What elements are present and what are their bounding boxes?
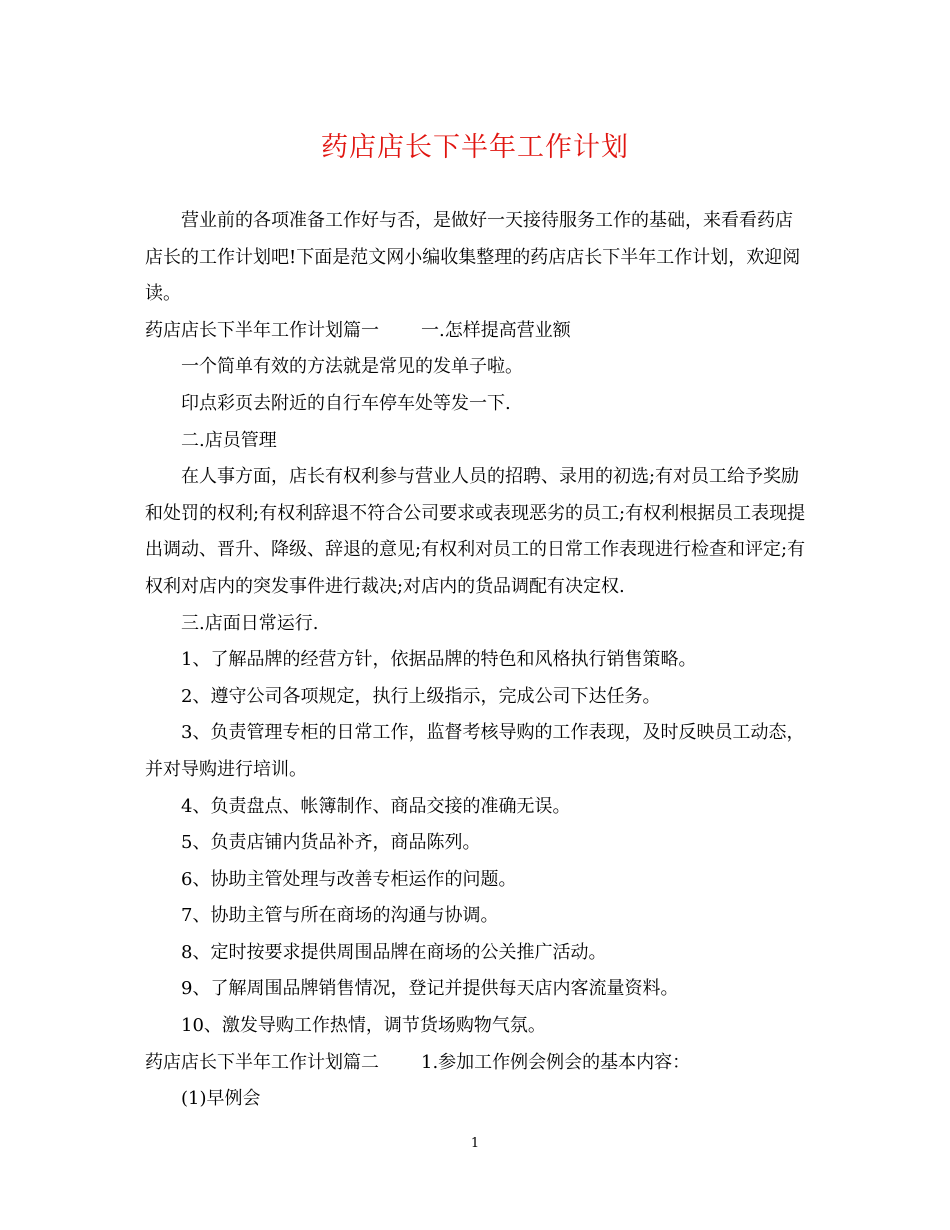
section-one-line	[145, 313, 810, 350]
heading-staff-management: 二.店员管理	[181, 429, 277, 451]
paragraph-print-pages: 印点彩页去附近的自行车停车处等发一下.	[181, 392, 511, 414]
page-number: 1	[470, 1136, 480, 1151]
list-item: 7、协助主管与所在商场的沟通与协调。	[181, 905, 499, 927]
list-item: 6、协助主管处理与改善专柜运作的问题。	[181, 868, 517, 890]
paragraph-flyers: 一个简单有效的方法就是常见的发单子啦。	[181, 356, 523, 378]
document-title: 药店店长下半年工作计划	[321, 132, 629, 163]
section-two-line	[145, 1045, 810, 1082]
list-item: 8、定时按要求提供周围品牌在商场的公关推广活动。	[181, 941, 607, 963]
intro-paragraph: 营业前的各项准备工作好与否，是做好一天接待服务工作的基础，来看看药店店长的工作计划吧!下面是范文网小编收集整理的药店店长下半年工作计划，欢迎阅读。	[145, 210, 801, 305]
section-one-label: 药店店长下半年工作计划篇一	[145, 319, 379, 341]
list-item: 2、遵守公司各项规定，执行上级指示，完成公司下达任务。	[181, 685, 661, 707]
list-item: 5、负责店铺内货品补齐，商品陈列。	[181, 832, 481, 854]
list-item: 10、激发导购工作热情，调节货场购物气氛。	[181, 1015, 546, 1037]
paragraph-personnel: 在人事方面，店长有权利参与营业人员的招聘、录用的初选;有对员工给予奖励和处罚的权利;有权利辞退不符合公司要求或表现恶劣的员工;有权利根据员工表现提出调动、晋升、降级、辞退的意见;有权利对员工的日常工作表现进行检查和评定;有权利对店内的突发事件进行裁决;对店内的货品调配有决定权.	[145, 466, 806, 597]
heading-daily-operation: 三.店面日常运行.	[181, 612, 319, 634]
list-item: 4、负责盘点、帐簿制作、商品交接的准确无误。	[181, 795, 571, 817]
list-item: 1、了解品牌的经营方针，依据品牌的特色和风格执行销售策略。	[181, 649, 697, 671]
paragraph-morning-meeting: (1)早例会	[181, 1088, 261, 1110]
list-item: 9、了解周围品牌销售情况，登记并提供每天店内客流量资料。	[181, 978, 679, 1000]
section-two-label: 药店店长下半年工作计划篇二	[145, 1051, 379, 1073]
document-body	[145, 203, 810, 1118]
section-two-heading: 1.参加工作例会例会的基本内容：	[421, 1051, 691, 1073]
list-item: 3、负责管理专柜的日常工作，监督考核导购的工作表现，及时反映员工动态，并对导购进行培训。	[145, 722, 805, 780]
section-one-heading: 一.怎样提高营业额	[421, 319, 571, 341]
